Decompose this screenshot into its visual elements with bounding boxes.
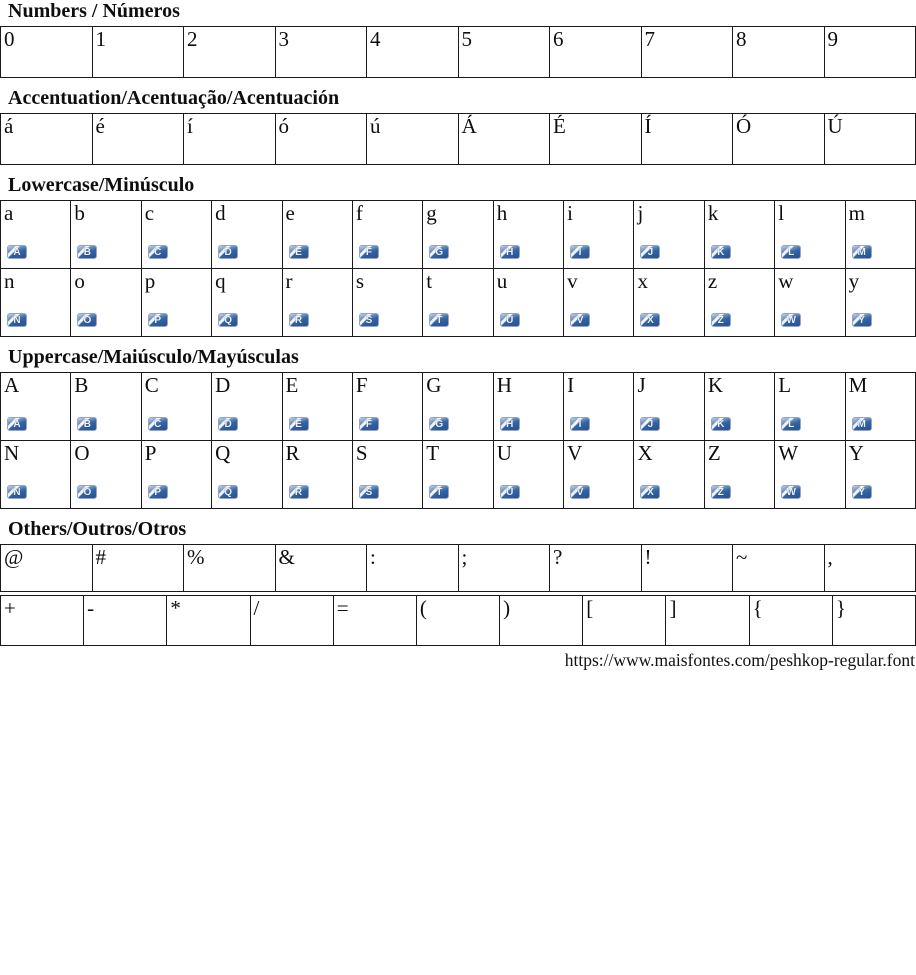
char-label: n xyxy=(4,269,15,293)
char-cell xyxy=(634,201,704,269)
char-cell xyxy=(564,373,634,441)
char-cell xyxy=(1,373,71,441)
char-label: y xyxy=(848,269,860,293)
char-cell xyxy=(825,545,916,592)
char-cell xyxy=(93,545,185,592)
char-label: ? xyxy=(553,545,563,569)
font-glyph-icon: U xyxy=(500,313,520,327)
char-cell xyxy=(550,545,642,592)
char-label: t xyxy=(426,269,433,293)
font-glyph-icon: R xyxy=(289,485,309,499)
char-label: b xyxy=(74,201,85,225)
character-table xyxy=(0,200,916,337)
char-label: M xyxy=(848,373,868,397)
char-cell xyxy=(184,114,276,165)
char-cell xyxy=(367,545,459,592)
char-cell xyxy=(353,201,423,269)
char-cell xyxy=(71,269,141,337)
char-cell xyxy=(846,269,916,337)
char-label: 3 xyxy=(278,27,289,51)
char-label: & xyxy=(278,545,295,569)
font-glyph-icon: B xyxy=(77,245,97,259)
char-label: R xyxy=(285,441,300,465)
char-label: q xyxy=(215,269,226,293)
char-label: w xyxy=(778,269,794,293)
font-glyph-icon: Y xyxy=(852,485,872,499)
char-label: + xyxy=(4,596,16,620)
char-label: í xyxy=(187,114,193,138)
font-glyph-icon: A xyxy=(7,245,27,259)
font-glyph-icon: T xyxy=(429,485,449,499)
font-glyph-icon: Q xyxy=(218,485,238,499)
char-cell xyxy=(494,201,564,269)
char-label: } xyxy=(835,596,846,620)
char-cell xyxy=(142,201,212,269)
char-label: X xyxy=(637,441,653,465)
char-cell xyxy=(423,269,493,337)
char-label: x xyxy=(637,269,648,293)
char-label: Y xyxy=(848,441,864,465)
section-heading-numbers: Numbers / Números xyxy=(8,0,180,22)
char-label: k xyxy=(707,201,719,225)
char-label: ( xyxy=(419,596,427,620)
char-label: C xyxy=(144,373,159,397)
char-label: D xyxy=(215,373,231,397)
footer xyxy=(0,650,916,671)
char-label: { xyxy=(752,596,763,620)
char-label: F xyxy=(355,373,368,397)
char-label: h xyxy=(496,201,508,225)
char-cell xyxy=(705,201,775,269)
font-glyph-icon: B xyxy=(77,417,97,431)
char-cell xyxy=(494,373,564,441)
font-glyph-icon: H xyxy=(500,417,520,431)
char-cell xyxy=(666,596,749,646)
char-cell xyxy=(1,114,93,165)
char-cell xyxy=(642,545,734,592)
char-cell xyxy=(334,596,417,646)
font-glyph-icon: U xyxy=(500,485,520,499)
char-cell xyxy=(212,373,282,441)
char-label: - xyxy=(87,596,95,620)
char-cell xyxy=(367,114,459,165)
char-label: ó xyxy=(278,114,289,138)
char-cell xyxy=(283,201,353,269)
section-heading-uppercase: Uppercase/Maiúsculo/Mayúsculas xyxy=(8,346,299,368)
char-cell xyxy=(283,373,353,441)
font-glyph-icon: P xyxy=(148,485,168,499)
char-label: s xyxy=(355,269,365,293)
char-label: 0 xyxy=(4,27,15,51)
section-heading-accentuation: Accentuation/Acentuação/Acentuación xyxy=(8,87,340,109)
char-cell xyxy=(846,373,916,441)
char-cell xyxy=(564,441,634,509)
char-label: a xyxy=(4,201,14,225)
char-cell xyxy=(276,114,368,165)
font-glyph-icon: F xyxy=(359,245,379,259)
char-label: , xyxy=(827,545,833,569)
char-cell xyxy=(93,114,185,165)
char-label: f xyxy=(355,201,363,225)
char-cell xyxy=(212,201,282,269)
char-label: N xyxy=(4,441,20,465)
char-cell xyxy=(417,596,500,646)
font-glyph-icon: O xyxy=(77,313,97,327)
char-label: S xyxy=(355,441,368,465)
font-glyph-icon: I xyxy=(570,417,590,431)
char-label: B xyxy=(74,373,89,397)
char-label: 4 xyxy=(370,27,381,51)
char-cell xyxy=(142,441,212,509)
char-cell xyxy=(705,441,775,509)
font-glyph-icon: N xyxy=(7,313,27,327)
char-label: [ xyxy=(586,596,594,620)
char-label: ú xyxy=(370,114,381,138)
char-cell xyxy=(733,545,825,592)
font-glyph-icon: M xyxy=(852,245,872,259)
char-label: V xyxy=(567,441,583,465)
font-glyph-icon: M xyxy=(852,417,872,431)
char-label: Ú xyxy=(827,114,843,138)
font-glyph-icon: P xyxy=(148,313,168,327)
char-label: ! xyxy=(644,545,652,569)
char-cell xyxy=(564,201,634,269)
font-glyph-icon: J xyxy=(640,245,660,259)
char-cell xyxy=(71,441,141,509)
char-label: : xyxy=(370,545,376,569)
char-label: r xyxy=(285,269,293,293)
char-cell xyxy=(1,441,71,509)
char-cell xyxy=(84,596,167,646)
char-label: g xyxy=(426,201,437,225)
font-glyph-icon: E xyxy=(289,245,309,259)
char-cell xyxy=(564,269,634,337)
char-label: c xyxy=(144,201,155,225)
char-cell xyxy=(825,114,916,165)
char-label: ) xyxy=(503,596,511,620)
char-label: K xyxy=(707,373,724,397)
font-glyph-icon: Y xyxy=(852,313,872,327)
char-cell xyxy=(71,201,141,269)
font-glyph-icon: J xyxy=(640,417,660,431)
char-cell xyxy=(184,27,276,78)
char-label: 6 xyxy=(553,27,564,51)
font-glyph-icon: Q xyxy=(218,313,238,327)
char-cell xyxy=(353,373,423,441)
char-label: d xyxy=(215,201,226,225)
char-label: i xyxy=(567,201,573,225)
char-cell xyxy=(276,27,368,78)
font-glyph-icon: S xyxy=(359,485,379,499)
char-label: É xyxy=(553,114,566,138)
char-cell xyxy=(367,27,459,78)
char-label: z xyxy=(707,269,718,293)
char-cell xyxy=(494,269,564,337)
char-cell xyxy=(459,545,551,592)
character-table xyxy=(0,113,916,165)
char-label: Á xyxy=(461,114,477,138)
char-cell xyxy=(1,545,93,592)
section-heading-others: Others/Outros/Otros xyxy=(8,518,187,540)
font-glyph-icon: A xyxy=(7,417,27,431)
char-cell xyxy=(775,441,845,509)
font-glyph-icon: Z xyxy=(711,313,731,327)
char-label: 2 xyxy=(187,27,198,51)
char-cell xyxy=(353,269,423,337)
char-cell xyxy=(846,201,916,269)
character-table xyxy=(0,26,916,78)
character-table xyxy=(0,544,916,592)
char-label: P xyxy=(144,441,157,465)
char-label: A xyxy=(4,373,20,397)
char-label: H xyxy=(496,373,512,397)
char-cell xyxy=(142,373,212,441)
font-glyph-icon: H xyxy=(500,245,520,259)
char-label: 1 xyxy=(95,27,106,51)
char-cell xyxy=(423,441,493,509)
char-cell xyxy=(634,269,704,337)
char-label: # xyxy=(95,545,106,569)
char-label: l xyxy=(778,201,785,225)
char-cell xyxy=(423,373,493,441)
char-cell xyxy=(93,27,185,78)
char-cell xyxy=(251,596,334,646)
font-glyph-icon: K xyxy=(711,417,731,431)
font-glyph-icon: G xyxy=(429,417,449,431)
source-url: https://www.maisfontes.com/peshkop-regular.font xyxy=(564,650,915,670)
char-label: u xyxy=(496,269,508,293)
char-label: O xyxy=(74,441,90,465)
char-cell xyxy=(283,441,353,509)
char-label: / xyxy=(253,596,260,620)
font-glyph-icon: L xyxy=(781,417,801,431)
font-glyph-icon: S xyxy=(359,313,379,327)
char-cell xyxy=(705,269,775,337)
char-cell xyxy=(733,114,825,165)
font-glyph-icon: R xyxy=(289,313,309,327)
char-cell xyxy=(825,27,916,78)
char-label: T xyxy=(426,441,440,465)
font-glyph-icon: T xyxy=(429,313,449,327)
char-cell xyxy=(775,201,845,269)
char-cell xyxy=(283,269,353,337)
char-label: W xyxy=(778,441,799,465)
char-label: 7 xyxy=(644,27,655,51)
char-cell xyxy=(705,373,775,441)
font-glyph-icon: O xyxy=(77,485,97,499)
char-label: J xyxy=(637,373,646,397)
section-heading-lowercase: Lowercase/Minúsculo xyxy=(8,174,195,196)
char-cell xyxy=(733,27,825,78)
char-label: I xyxy=(567,373,575,397)
char-cell xyxy=(494,441,564,509)
char-cell xyxy=(423,201,493,269)
char-label: ] xyxy=(669,596,677,620)
char-label: Í xyxy=(644,114,652,138)
char-label: é xyxy=(95,114,105,138)
char-cell xyxy=(184,545,276,592)
char-cell xyxy=(71,373,141,441)
char-cell xyxy=(142,269,212,337)
char-cell xyxy=(459,114,551,165)
char-label: @ xyxy=(4,545,24,569)
char-cell xyxy=(846,441,916,509)
char-cell xyxy=(550,27,642,78)
char-cell xyxy=(750,596,833,646)
char-label: m xyxy=(848,201,865,225)
font-glyph-icon: C xyxy=(148,245,168,259)
char-label: e xyxy=(285,201,295,225)
char-cell xyxy=(353,441,423,509)
char-cell xyxy=(1,27,93,78)
char-label: 5 xyxy=(461,27,472,51)
char-label: 9 xyxy=(827,27,838,51)
character-table xyxy=(0,372,916,509)
font-glyph-icon: D xyxy=(218,245,238,259)
font-glyph-icon: K xyxy=(711,245,731,259)
character-table xyxy=(0,595,916,646)
section-numbers xyxy=(0,0,916,78)
char-cell xyxy=(583,596,666,646)
font-glyph-icon: E xyxy=(289,417,309,431)
font-glyph-icon: L xyxy=(781,245,801,259)
char-cell xyxy=(642,27,734,78)
font-glyph-icon: C xyxy=(148,417,168,431)
font-glyph-icon: W xyxy=(781,485,801,499)
char-cell xyxy=(642,114,734,165)
section-accentuation xyxy=(0,78,916,165)
font-glyph-icon: V xyxy=(570,485,590,499)
char-label: ; xyxy=(461,545,468,569)
char-cell xyxy=(212,441,282,509)
char-label: G xyxy=(426,373,442,397)
char-cell xyxy=(550,114,642,165)
char-label: ~ xyxy=(736,545,748,569)
char-label: Q xyxy=(215,441,231,465)
char-cell xyxy=(775,373,845,441)
font-glyph-icon: D xyxy=(218,417,238,431)
char-cell xyxy=(833,596,916,646)
section-lowercase xyxy=(0,165,916,337)
char-label: = xyxy=(336,596,349,620)
char-label: o xyxy=(74,269,85,293)
font-glyph-icon: F xyxy=(359,417,379,431)
char-label: á xyxy=(4,114,14,138)
char-cell xyxy=(212,269,282,337)
char-cell xyxy=(634,441,704,509)
char-cell xyxy=(1,596,84,646)
char-label: * xyxy=(170,596,181,620)
char-cell xyxy=(634,373,704,441)
char-cell xyxy=(276,545,368,592)
font-glyph-icon: W xyxy=(781,313,801,327)
char-cell xyxy=(167,596,250,646)
char-cell xyxy=(775,269,845,337)
font-glyph-icon: X xyxy=(640,313,660,327)
section-others xyxy=(0,509,916,646)
char-label: Z xyxy=(707,441,721,465)
char-label: U xyxy=(496,441,512,465)
font-glyph-icon: I xyxy=(570,245,590,259)
char-label: j xyxy=(637,201,644,225)
char-label: L xyxy=(778,373,792,397)
char-cell xyxy=(500,596,583,646)
font-glyph-icon: G xyxy=(429,245,449,259)
char-label: v xyxy=(567,269,578,293)
font-glyph-icon: X xyxy=(640,485,660,499)
section-uppercase xyxy=(0,337,916,509)
char-cell xyxy=(459,27,551,78)
char-label: % xyxy=(187,545,205,569)
font-glyph-icon: V xyxy=(570,313,590,327)
char-cell xyxy=(1,269,71,337)
char-cell xyxy=(1,201,71,269)
char-label: 8 xyxy=(736,27,747,51)
char-label: E xyxy=(285,373,299,397)
char-label: Ó xyxy=(736,114,752,138)
char-label: p xyxy=(144,269,156,293)
font-glyph-icon: Z xyxy=(711,485,731,499)
font-glyph-icon: N xyxy=(7,485,27,499)
